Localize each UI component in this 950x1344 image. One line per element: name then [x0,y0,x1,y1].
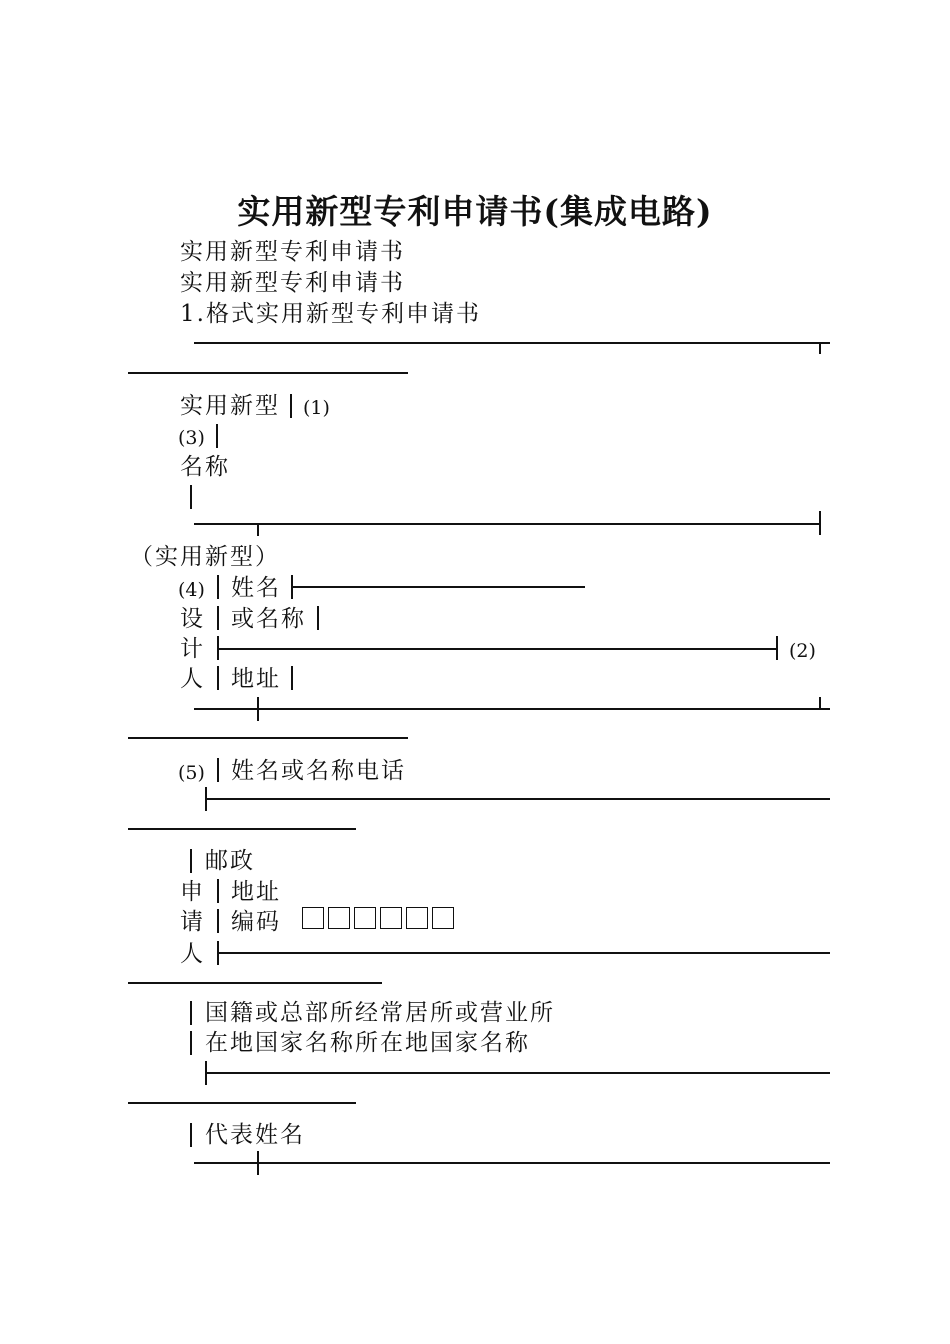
applicant-rule-3 [206,1072,830,1074]
applicant-num: (5) [178,762,205,784]
form-divider [190,849,192,873]
document-title: 实用新型专利申请书(集成电路) [237,192,713,231]
name-label: 名称 [180,454,230,480]
postal-code-box[interactable] [406,907,428,929]
form-divider [317,606,319,630]
form-rule-final [194,1162,830,1164]
form-tick [257,523,259,536]
form-tick [257,1151,259,1175]
utility-model-label: 实用新型 [180,393,280,419]
form-divider [217,909,219,933]
intro-line-2: 实用新型专利申请书 [180,270,405,296]
representative-name-label: 代表姓名 [205,1122,305,1148]
form-divider [216,424,218,448]
applicant-rule-1 [206,798,830,800]
postal-code-box[interactable] [354,907,376,929]
designer-num: (4) [178,579,205,601]
applicant-address-label: 地址 [231,879,281,905]
postal-code-boxes [283,878,458,934]
form-tick [257,697,259,721]
designer-address-label: 地址 [231,666,281,692]
nationality-line-2: 在地国家名称所在地国家名称 [205,1030,530,1056]
applicant-name-phone-label: 姓名或名称电话 [231,758,406,784]
form-divider [190,1001,192,1025]
applicant-rule-2 [218,952,830,954]
form-rule-3b [128,737,408,739]
postal-code-box[interactable] [302,907,324,929]
form-divider [190,485,192,509]
applicant-rule-2b [128,982,382,984]
form-divider [190,1031,192,1055]
form-divider [290,394,292,418]
applicant-char-3: 人 [180,941,205,967]
form-divider [217,575,219,599]
designer-or-name-label: 或名称 [231,606,306,632]
designer-middle-line [218,648,776,650]
applicant-rule-3b [128,1102,356,1104]
applicant-char-1: 申 [180,879,205,905]
postal-code-box[interactable] [432,907,454,929]
form-rule-1b [128,372,408,374]
mark-1: (1) [303,397,330,419]
designer-char-1: 设 [180,606,205,632]
designer-char-2: 计 [180,636,205,662]
designer-name-label: 姓名 [231,575,281,601]
applicant-postal-code-label: 编码 [231,909,281,935]
nationality-line-1: 国籍或总部所经常居所或营业所 [205,1000,555,1026]
postal-code-box[interactable] [328,907,350,929]
form-divider [217,666,219,690]
applicant-postal-label: 邮政 [205,848,255,874]
form-divider [217,758,219,782]
form-rule-1 [194,342,830,344]
form-tick-1 [819,342,821,354]
form-rule-3 [194,708,830,710]
utility-model-paren-label: （实用新型） [130,544,280,570]
form-divider [217,879,219,903]
applicant-rule-1b [128,828,356,830]
postal-code-box[interactable] [380,907,402,929]
form-tick [819,697,821,709]
form-tick [819,511,821,535]
designer-char-3: 人 [180,666,205,692]
mark-3: (3) [178,427,205,449]
form-rule-2 [194,523,820,525]
intro-line-3: 1.格式实用新型专利申请书 [180,301,481,327]
mark-2: (2) [789,640,816,662]
form-divider [190,1123,192,1147]
intro-line-1: 实用新型专利申请书 [180,239,405,265]
designer-name-line [292,586,585,588]
form-divider [291,666,293,690]
applicant-char-2: 请 [180,909,205,935]
form-divider [776,636,778,660]
form-divider [217,606,219,630]
